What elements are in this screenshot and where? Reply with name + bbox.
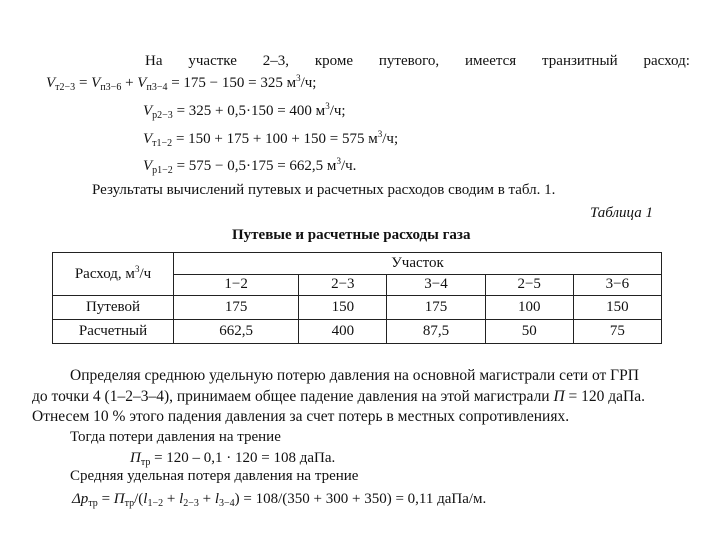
column-header: 2−5	[485, 274, 573, 296]
table-cell: 75	[573, 320, 661, 344]
table-title: Путевые и расчетные расходы газа	[232, 227, 471, 243]
word: участке	[188, 53, 237, 69]
para2-line4: Тогда потери давления на трение	[70, 429, 281, 445]
table-cell: 150	[573, 296, 661, 320]
word: путевого,	[378, 53, 440, 69]
column-header: 3−6	[573, 274, 661, 296]
para2-line2: до точки 4 (1–2–3–4), принимаем общее падение давления на этой магистрали П = 120 даПа.	[32, 388, 646, 405]
word: 2–3,	[262, 53, 289, 69]
summary-sentence: Результаты вычислений путевых и расчетных расходов сводим в табл. 1.	[92, 182, 556, 198]
table-cell: 100	[485, 296, 573, 320]
table-cell: 175	[174, 296, 299, 320]
gas-flow-table	[52, 252, 662, 344]
equation-transit-flow-1-2: $V_{т1-2} = 150 + 175 + 100 + 150 = 575$ $м^3/ч$;	[143, 129, 399, 149]
column-header: 2−3	[299, 274, 387, 296]
row-label: Расчетный	[53, 320, 174, 344]
word: кроме	[314, 53, 354, 69]
group-header-cell: Участок	[174, 253, 662, 275]
table-cell: 150	[299, 296, 387, 320]
equation-design-flow-1-2: $V_{р1-2} = 575 - 0,5\cdot 175 = 662,5$ $м^3/ч$.	[143, 156, 357, 176]
table-cell: 662,5	[174, 320, 299, 344]
column-header: 1−2	[174, 274, 299, 296]
table-cell: 87,5	[387, 320, 485, 344]
para2-line6: Средняя удельная потеря давления на трение	[70, 468, 359, 484]
equation-transit-flow: $V_{т2-3} = V_{п3-6} + V_{п3-4} = 175 - 150 = 325$ $м^3/ч$;	[46, 73, 317, 93]
table-cell: 400	[299, 320, 387, 344]
table-caption: Таблица 1	[590, 205, 653, 221]
table-row	[53, 320, 662, 344]
word: На	[145, 53, 163, 69]
word: имеется	[465, 53, 517, 69]
table-cell: 175	[387, 296, 485, 320]
word: расход:	[643, 53, 690, 69]
equation-design-flow-2-3: $V_{р2-3} = 325 + 0,5\cdot 150 = 400$ $м^3/ч$;	[143, 101, 346, 121]
row-header-cell: Расход, $м^3/ч$	[53, 253, 174, 296]
para2-line1: Определяя среднюю удельную потерю давления на основной магистрали сети от ГРП	[70, 367, 639, 384]
para2-line3: Отнесем 10 % этого падения давления за счет потерь в местных сопротивлениях.	[32, 408, 570, 425]
table-cell: 50	[485, 320, 573, 344]
equation-friction-loss: $П_{тр} = 120 - 0,1 \cdot 120 = 108$ даПа.	[130, 450, 336, 468]
para1-line1	[145, 52, 690, 70]
row-label: Путевой	[53, 296, 174, 320]
column-header: 3−4	[387, 274, 485, 296]
equation-specific-pressure-loss: $\Delta p_{тр} = П_{тр}/(l_{1-2} + l_{2-3} + l_{3-4}) = 108/(350 + 300 + 350) = 0,11$ даПа/м.	[72, 491, 487, 509]
word: транзитный	[542, 53, 618, 69]
table-row	[53, 296, 662, 320]
